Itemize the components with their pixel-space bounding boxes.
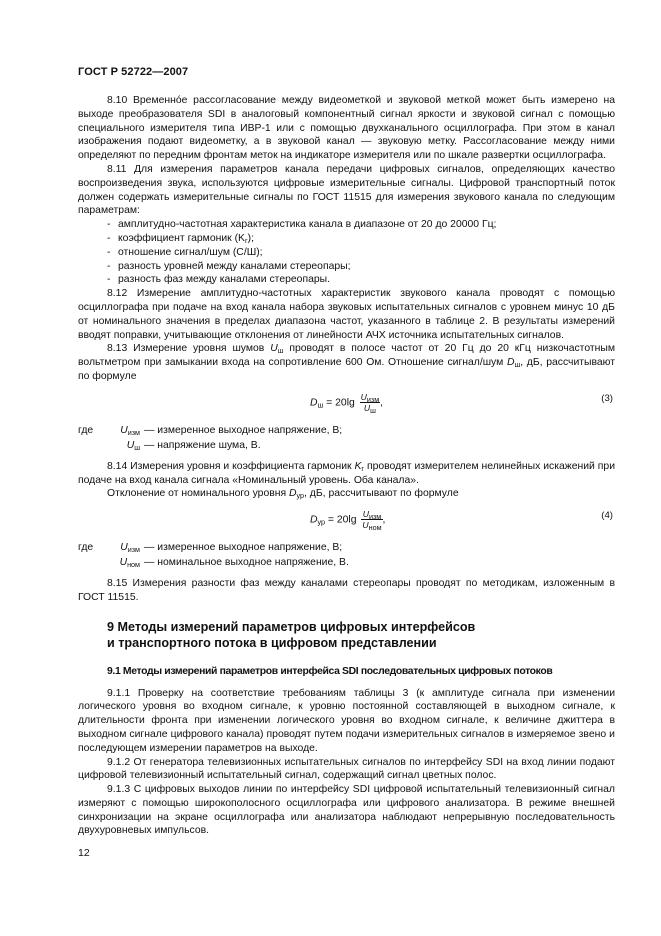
paragraph-8-14: 8.14 Измерения уровня и коэффициента гармоник $K_г$ проводят измерителем нелинейных искажений при подаче на вход канала сигнала «Номинальный уровень. Оба канала». <box>78 460 615 486</box>
paragraph-8-14-deviation: Отклонение от номинального уровня $D_{ур}$, дБ, рассчитывают по формуле <box>107 488 459 501</box>
formula-3 <box>78 386 615 420</box>
page-content <box>78 94 615 838</box>
section-9-title: 9 Методы измерений параметров цифровых интерфейсов и транспортного потока в цифровом представлении <box>107 619 476 651</box>
formula-4-number: (4) <box>601 510 613 522</box>
paragraph-8-12: 8.12 Измерение амплитудно-частотных характеристик звукового канала проводят с помощью осциллографа при подаче на вход канала набора звуковых испытательных сигналов с уровнем минус 10 дБ от номинального значения в пределах диапазона частот, указанного в таблице 2. В результаты измерений вводят поправки, учитывающие отклонения от линейности АЧХ источника испытательных сигналов. <box>78 288 615 341</box>
subsection-9-1-title: 9.1 Методы измерений параметров интерфейса SDI последовательных цифровых потоков <box>107 665 553 677</box>
list-item: - отношение сигнал/шум (С/Ш); <box>107 246 263 258</box>
list-item: - коэффициент гармоник $(K_г)$; <box>107 232 254 245</box>
paragraph-8-13: 8.13 Измерение уровня шумов $U_ш$ проводят в полосе частот от 20 Гц до 20 кГц низкочастотным вольтметром при замыкании входа на сопротивление 600 Ом. Отношение сигнал/шум $D_ш$, дБ, рассчитывают по формуле <box>78 343 615 382</box>
page-header: ГОСТ Р 52722—2007 <box>78 66 189 78</box>
legend-line: где $U_{изм}$ — измеренное выходное напряжение, В; <box>78 542 343 555</box>
legend-line: $U_ш$ — напряжение шума, В. <box>126 439 261 452</box>
list-item: - амплитудно-частотная характеристика канала в диапазоне от 20 до 20000 Гц; <box>107 219 497 231</box>
formula-3-expression: $D_ш = 20\lg$ $\frac{U_{изм}}{U_ш}$ , <box>310 391 384 415</box>
paragraph-9-1-1: 9.1.1 Проверку на соответствие требованиям таблицы 3 (к амплитуде сигнала при изменении логического уровня во входном сигнале, к уровню постоянной составляющей в выходном сигнале, к длительности фронта при изменении логического уровня во входном сигнале, к величине джиттера в выходном сигнале цифрового канала) проводят путем подачи измерительных сигналов в измеряемое звено и последующем измерении параметров на выходе. <box>78 687 615 754</box>
fraction: $\frac{U_{изм}}{U_{ном}}$ <box>362 509 382 533</box>
list-item: - разность уровней между каналами стереопары; <box>107 260 351 272</box>
legend-line: где $U_{изм}$ — измеренное выходное напряжение, В; <box>78 424 343 437</box>
paragraph-8-15: 8.15 Измерения разности фаз между каналами стереопары проводят по методикам, изложенным в ГОСТ 11515. <box>78 578 615 603</box>
paragraph-8-11: 8.11 Для измерения параметров канала передачи цифровых сигналов, определяющих качество воспроизведения звука, используются цифровые измерительные сигналы. Цифровой транспортный поток должен содержать измерительные сигналы по ГОСТ 11515 для измерения звукового канала по следующим параметрам: <box>78 163 615 217</box>
paragraph-8-10: 8.10 Временнóе рассогласование между видеометкой и звуковой меткой может быть измерено на выходе преобразователя SDI в аналоговый компонентный сигнал яркости и звуковой сигнал с помощью специального измерителя типа ИВР-1 или с помощью двухканального осциллографа. При этом в канал изображения подают видеометку, а в звуковой канал — звуковую метку. Рассогласование между ними определяют по передним фронтам меток на индикаторе измерителя или по шкале развертки осциллографа. <box>78 95 615 162</box>
paragraph-9-1-2: 9.1.2 От генератора телевизионных испытательных сигналов по интерфейсу SDI на вход линии подают цифровой телевизионный испытательный сигнал, содержащий сигнал цветных полос. <box>78 756 615 782</box>
formula-4-expression: $D_{ур} = 20\lg$ $\frac{U_{изм}}{U_{ном}}$ , <box>310 509 386 533</box>
parameter-list <box>78 218 615 287</box>
paragraph-9-1-3: 9.1.3 С цифровых выходов линии по интерфейсу SDI цифровой испытательный телевизионный сигнал измеряют с помощью широкополосного осциллографа или цифрового анализатора. В режиме внешней синхронизации на экране осциллографа или анализатора наблюдают непрерывную последовательность двухуровневых импульсов. <box>78 784 615 837</box>
formula-3-number: (3) <box>601 392 613 404</box>
legend-line: $U_{ном}$ — номинальное выходное напряжение, В. <box>119 557 349 570</box>
list-item: - разность фаз между каналами стереопары. <box>107 274 330 286</box>
formula-4 <box>78 503 615 537</box>
page-number: 12 <box>78 847 90 859</box>
fraction: $\frac{U_{изм}}{U_ш}$ <box>360 391 380 415</box>
